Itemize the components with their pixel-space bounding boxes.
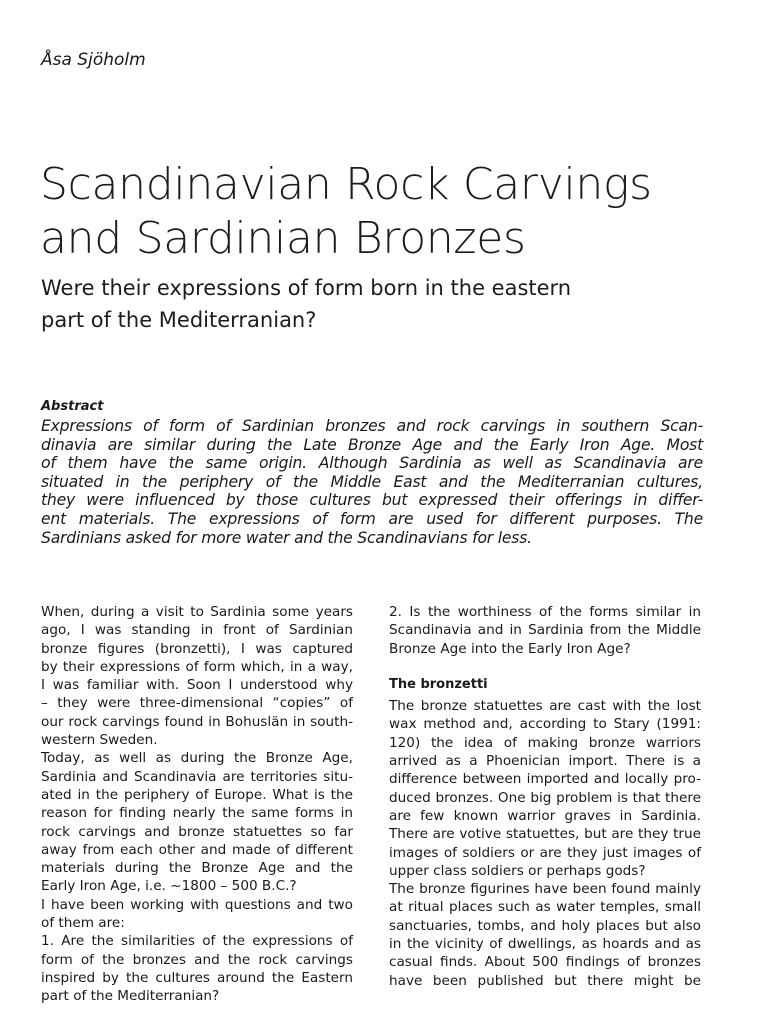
body-text-line: Scandinavia and in Sardinia from the Middle [389,622,701,639]
body-column-left [41,603,359,1006]
section-heading: The bronzetti [389,676,488,692]
body-text-line: have been published but there might be [389,972,701,989]
body-text-line: inspired by the cultures around the Eastern [41,969,353,986]
body-text-line: casual finds. About 500 findings of bronzes [389,954,701,971]
abstract-text [41,417,703,547]
body-text-line: – they were three-dimensional “copies” of [41,695,353,712]
body-text-line: upper class soldiers or perhaps gods? [389,862,646,879]
body-text-line: sanctuaries, tombs, and holy places but also [389,917,701,934]
body-text-line: form of the bronzes and the rock carvings [41,951,353,968]
body-text-line: 120) the idea of making bronze warriors [389,734,701,751]
abstract-line: Expressions of form of Sardinian bronzes and rock carvings in southern Scan- [41,417,703,435]
body-text-line: I was familiar with. Soon I understood why [41,677,353,694]
body-text-line: in the vicinity of dwellings, as hoards and as [389,936,701,953]
body-text-line: Today, as well as during the Bronze Age, [41,750,353,767]
body-text-line: 1. Are the similarities of the expressions of [41,933,353,950]
article-subtitle [41,272,731,336]
body-text-line: The bronze statuettes are cast with the lost [389,698,701,715]
body-text-line: wax method and, according to Stary (1991: [389,716,701,733]
body-text-line: are few known warrior graves in Sardinia. [389,807,701,824]
abstract-line: ent materials. The expressions of form are used for different purposes. The [41,509,703,528]
body-text-line: difference between imported and locally pro- [389,771,701,788]
body-text-line: Bronze Age into the Early Iron Age? [389,640,631,657]
body-text-line: ago, I was standing in front of Sardinian [41,622,353,639]
body-text-line: There are votive statuettes, but are they true [389,826,701,843]
abstract-line: of them have the same origin. Although Sardinia as well as Scandinavia are [41,454,703,473]
abstract-line: Sardinians asked for more water and the Scandinavians for less. [41,528,532,547]
article-title [40,158,740,266]
title-line: Scandinavian Rock Carvings [40,159,652,210]
subtitle-line: part of the Mediterranian? [41,308,317,332]
body-text-line: of them are: [41,915,125,932]
body-text-line: arrived as a Phoenician import. There is a [389,753,701,770]
body-column-right [389,603,707,990]
body-text-line: ated in the periphery of Europe. What is the [41,786,353,803]
body-text-line: at ritual places such as water temples, small [389,899,701,916]
body-text-line: Sardinia and Scandinavia are territories situ- [41,768,353,785]
body-text-line: 2. Is the worthiness of the forms similar in [389,604,701,620]
abstract-line: they were influenced by those cultures but expressed their offerings in differ- [41,491,703,510]
body-text-line: materials during the Bronze Age and the [41,860,353,877]
body-text-line: Early Iron Age, i.e. ~1800 – 500 B.C.? [41,878,297,895]
body-text-line: I have been working with questions and two [41,896,353,913]
body-text-line: When, during a visit to Sardinia some years [41,604,353,620]
body-text-line: reason for finding nearly the same forms in [41,805,353,822]
abstract-line: dinavia are similar during the Late Bronze Age and the Early Iron Age. Most [41,435,703,454]
section-body [389,697,707,990]
numbered-question [389,603,707,658]
body-text-line: western Sweden. [41,732,158,749]
body-text-line: images of soldiers or are they just images of [389,844,701,861]
body-text-line: bronze figures (bronzetti), I was captured [41,640,353,657]
author-name: Åsa Sjöholm [41,50,146,70]
abstract-line: situated in the periphery of the Middle East and the Mediterranian cultures, [41,472,703,491]
body-text-line: rock carvings and bronze statuettes so far [41,823,353,840]
title-line: and Sardinian Bronzes [40,213,526,264]
body-text-line: part of the Mediterranian? [41,988,220,1005]
body-text-line: by their expressions of form which, in a way, [41,658,353,675]
body-text-line: duced bronzes. One big problem is that there [389,789,701,806]
body-text-line: The bronze figurines have been found mainly [389,881,701,898]
body-text-line: our rock carvings found in Bohuslän in south- [41,713,353,730]
body-text-line: away from each other and made of different [41,841,353,858]
subtitle-line: Were their expressions of form born in the eastern [41,276,572,300]
abstract-heading: Abstract [41,399,104,414]
